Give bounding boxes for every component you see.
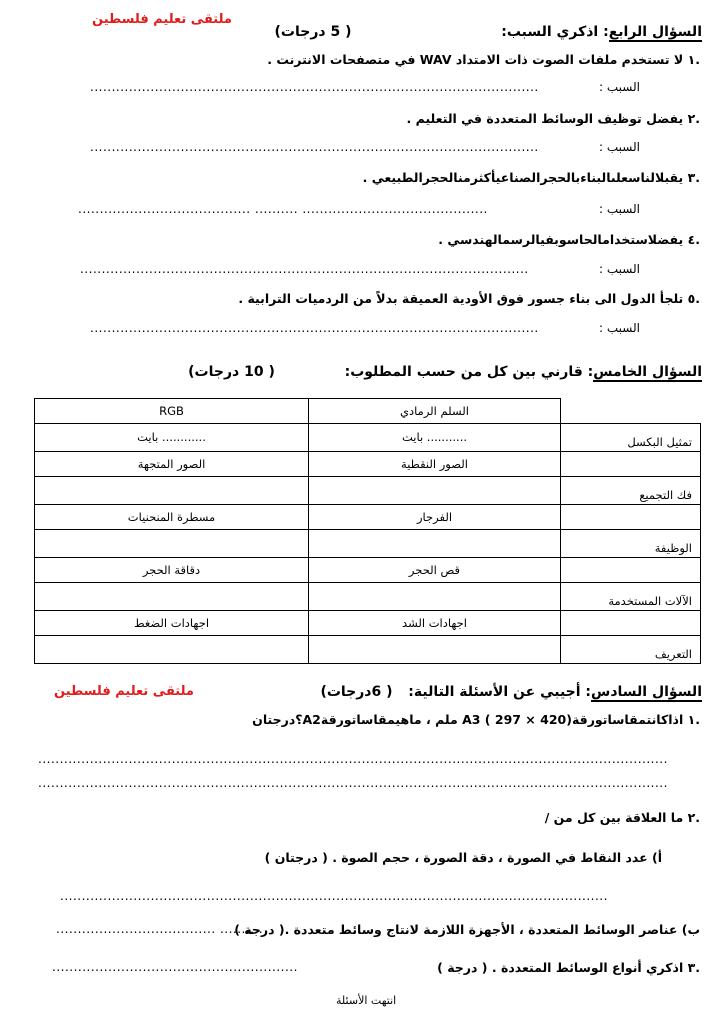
- q6-answer-dots-1b: ..................................................................................................................................................: [38, 776, 668, 790]
- q6-answer-dots-3: .........................................................: [52, 960, 298, 974]
- table-row: [35, 529, 701, 557]
- q6-question-2: .٢ ما العلاقة بين كل من /: [544, 810, 700, 825]
- table-row: [35, 582, 701, 610]
- q6-instruction: : أجيبي عن الأسئلة التالية:: [408, 684, 592, 700]
- cell-a: [309, 529, 561, 557]
- q4-item-2: .٢ يفضل توظيف الوسائط المتعددة في التعليم .: [406, 111, 700, 126]
- q6-header: [320, 684, 702, 700]
- q4-answer-dots-4: ........................................................................................................: [80, 262, 529, 276]
- table-row: [35, 399, 701, 424]
- q4-reason-label-5: السبب :: [599, 321, 640, 335]
- cell-b: اجهادات الضغط: [35, 611, 309, 636]
- row-label: [561, 399, 701, 424]
- q5-instruction: : قارني بين كل من حسب المطلوب:: [344, 364, 594, 380]
- row-label: [561, 611, 701, 636]
- row-label: فك التجميع: [561, 476, 701, 504]
- cell-a: السلم الرمادي: [309, 399, 561, 424]
- row-label: [561, 452, 701, 477]
- q4-reason-label-1: السبب :: [599, 80, 640, 94]
- q6-marks: ( 6درجات): [320, 684, 393, 700]
- cell-a: الصور النقطية: [309, 452, 561, 477]
- q6-title: السؤال السادس: [591, 684, 702, 700]
- q6-question-1: .١ اذاكانتمقاساتورقةA3 ( 297 × 420) ملم ، ماهيمقاساتورقةA2؟درجتان: [252, 712, 700, 727]
- watermark-top: ملتقى تعليم فلسطين: [92, 12, 232, 27]
- table-row: [35, 558, 701, 583]
- q4-reason-label-4: السبب :: [599, 262, 640, 276]
- cell-b: [35, 582, 309, 610]
- row-label: [561, 505, 701, 530]
- cell-a: اجهادات الشد: [309, 611, 561, 636]
- row-label: [561, 558, 701, 583]
- q4-answer-dots-3: ........................................ .......... ...........................................: [78, 202, 488, 216]
- q6-answer-dots-2a: ...............................................................................................................................: [60, 889, 608, 903]
- q4-item-5: .٥ تلجأ الدول الى بناء جسور فوق الأودية العميقة بدلاً من الردميات الترابية .: [238, 291, 700, 306]
- q6-answer-dots-2b: ..................................... ..........: [56, 922, 264, 936]
- q4-answer-dots-5: ........................................................................................................: [90, 321, 539, 335]
- table-row: [35, 452, 701, 477]
- table-row: [35, 423, 701, 451]
- q6-question-2a: أ) عدد النقاط في الصورة ، دقة الصورة ، حجم الصوة . ( درجتان ): [264, 850, 662, 865]
- cell-b: دقاقة الحجر: [35, 558, 309, 583]
- q4-answer-dots-2: ........................................................................................................: [90, 140, 539, 154]
- cell-a: ........... بايت: [309, 423, 561, 451]
- row-label: الآلات المستخدمة: [561, 582, 701, 610]
- row-label: الوظيفة: [561, 529, 701, 557]
- q5-title: السؤال الخامس: [593, 364, 702, 380]
- cell-a: [309, 476, 561, 504]
- watermark-middle: ملتقى تعليم فلسطين: [54, 684, 194, 699]
- q6-answer-dots-1a: ..................................................................................................................................................: [38, 752, 668, 766]
- q4-item-3: .٣ يقبلالناسعلىالبناءبالحجرالصناعيأكثرمنالحجرالطبيعي .: [362, 170, 700, 185]
- cell-a: الفرجار: [309, 505, 561, 530]
- q4-item-1: .١ لا تستخدم ملفات الصوت ذات الامتداد WAV في متصفحات الانترنت .: [267, 52, 700, 67]
- footer-end-of-questions: انتهت الأسئلة: [336, 994, 397, 1007]
- q4-header: [275, 24, 702, 40]
- q6-question-2b: ب) عناصر الوسائط المتعددة ، الأجهزة اللازمة لانتاج وسائط متعددة .( درجة ): [234, 922, 700, 937]
- cell-b: ............ بايت: [35, 423, 309, 451]
- cell-b: [35, 529, 309, 557]
- cell-a: [309, 635, 561, 663]
- cell-b: [35, 635, 309, 663]
- table-row: [35, 635, 701, 663]
- table-row: [35, 476, 701, 504]
- q4-reason-label-3: السبب :: [599, 202, 640, 216]
- comparison-table: [34, 398, 701, 664]
- q4-answer-dots-1: ........................................................................................................: [90, 80, 539, 94]
- table-row: [35, 611, 701, 636]
- cell-a: [309, 582, 561, 610]
- q6-question-3: .٣ اذكري أنواع الوسائط المتعددة . ( درجة ): [437, 960, 700, 975]
- cell-b: الصور المتجهة: [35, 452, 309, 477]
- cell-a: قص الحجر: [309, 558, 561, 583]
- q4-title: السؤال الرابع: [608, 24, 702, 40]
- table-row: [35, 505, 701, 530]
- cell-b: مسطرة المنحنيات: [35, 505, 309, 530]
- q4-reason-label-2: السبب :: [599, 140, 640, 154]
- q5-header: [188, 364, 702, 380]
- cell-b: [35, 476, 309, 504]
- row-label: التعريف: [561, 635, 701, 663]
- q4-instruction: : اذكري السبب:: [501, 24, 609, 40]
- cell-b: RGB: [35, 399, 309, 424]
- q5-marks: ( 10 درجات): [188, 364, 275, 380]
- q4-marks: ( 5 درجات): [274, 24, 352, 40]
- q4-item-4: .٤ يفضلاستخدامالحاسوبفيالرسمالهندسي .: [438, 232, 700, 247]
- row-label: تمثيل البكسل: [561, 423, 701, 451]
